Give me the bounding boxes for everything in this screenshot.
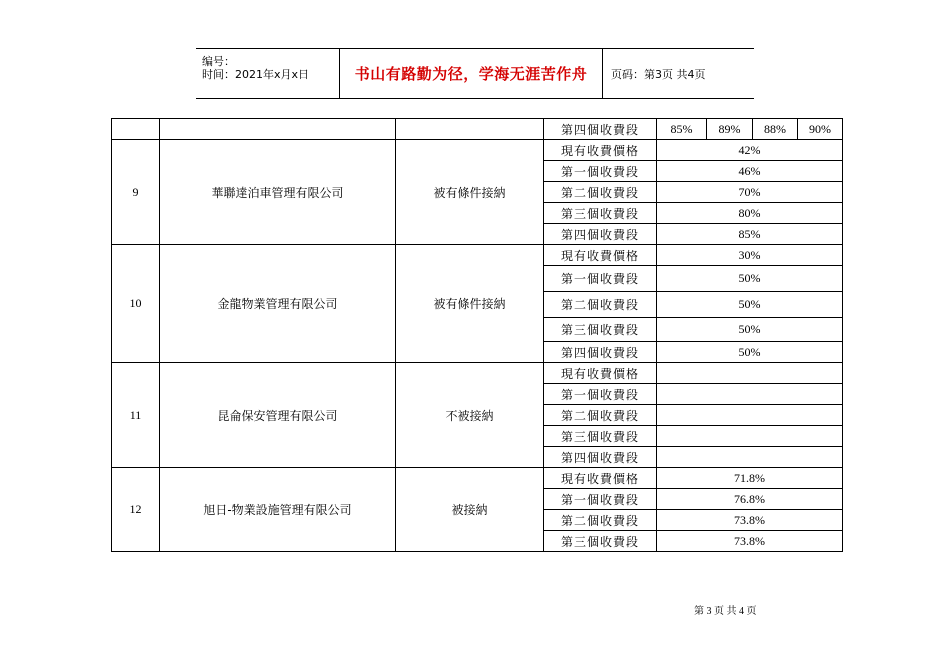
segment-cell: 第一個收費段	[544, 384, 657, 405]
segment-cell: 第二個收費段	[544, 405, 657, 426]
value-cell: 42%	[657, 140, 843, 161]
segment-cell: 第四個收費段	[544, 224, 657, 245]
company-name: 旭日-物業設施管理有限公司	[160, 468, 396, 552]
value-cell: 73.8%	[657, 531, 843, 552]
value-cell	[657, 405, 843, 426]
empty-cell	[112, 119, 160, 140]
percent-cell: 89%	[707, 119, 753, 140]
percent-cell: 88%	[753, 119, 798, 140]
table-row	[112, 119, 843, 140]
segment-cell: 第四個收費段	[544, 342, 657, 363]
company-name: 華聯達泊車管理有限公司	[160, 140, 396, 245]
value-cell: 50%	[657, 318, 843, 342]
code-label: 编号：	[202, 55, 235, 68]
value-cell: 85%	[657, 224, 843, 245]
header-motto-cell	[340, 49, 603, 98]
value-cell	[657, 384, 843, 405]
value-cell: 80%	[657, 203, 843, 224]
segment-cell: 第二個收費段	[544, 510, 657, 531]
segment-cell: 第三個收費段	[544, 203, 657, 224]
row-number: 10	[112, 245, 160, 363]
value-cell: 76.8%	[657, 489, 843, 510]
segment-cell: 現有收費價格	[544, 245, 657, 266]
segment-cell: 第四個收費段	[544, 447, 657, 468]
empty-cell	[396, 119, 544, 140]
segment-cell: 第三個收費段	[544, 531, 657, 552]
table-row	[112, 245, 843, 266]
table-row	[112, 140, 843, 161]
value-cell: 50%	[657, 342, 843, 363]
company-name: 昆侖保安管理有限公司	[160, 363, 396, 468]
segment-cell: 現有收費價格	[544, 468, 657, 489]
segment-cell: 第一個收費段	[544, 489, 657, 510]
header-info-cell	[196, 49, 340, 98]
motto-text: 书山有路勤为径，学海无涯苦作舟	[354, 65, 588, 83]
status-cell: 不被接納	[396, 363, 544, 468]
segment-cell: 第二個收費段	[544, 182, 657, 203]
segment-cell: 現有收費價格	[544, 140, 657, 161]
page-footer: 第 3 页 共 4 页	[694, 606, 757, 617]
value-cell: 73.8%	[657, 510, 843, 531]
table-row	[112, 468, 843, 489]
value-cell: 50%	[657, 266, 843, 292]
segment-cell: 第三個收費段	[544, 318, 657, 342]
status-cell: 被接納	[396, 468, 544, 552]
table-row	[112, 363, 843, 384]
value-cell: 71.8%	[657, 468, 843, 489]
value-cell	[657, 447, 843, 468]
table-body	[112, 119, 843, 552]
percent-cell: 90%	[798, 119, 843, 140]
time-label: 时间：2021年x月x日	[202, 68, 310, 81]
row-number: 11	[112, 363, 160, 468]
value-cell: 70%	[657, 182, 843, 203]
segment-cell: 第二個收費段	[544, 292, 657, 318]
row-number: 12	[112, 468, 160, 552]
value-cell: 30%	[657, 245, 843, 266]
value-cell	[657, 426, 843, 447]
page-code: 页码：第3页 共4页	[611, 67, 706, 81]
company-name: 金龍物業管理有限公司	[160, 245, 396, 363]
header-page-cell	[603, 49, 754, 98]
value-cell: 46%	[657, 161, 843, 182]
empty-cell	[160, 119, 396, 140]
segment-cell: 現有收費價格	[544, 363, 657, 384]
percent-cell: 85%	[657, 119, 707, 140]
status-cell: 被有條件接納	[396, 140, 544, 245]
value-cell	[657, 363, 843, 384]
tender-table	[111, 118, 843, 552]
segment-cell: 第四個收費段	[544, 119, 657, 140]
row-number: 9	[112, 140, 160, 245]
segment-cell: 第一個收費段	[544, 266, 657, 292]
page-header	[196, 48, 754, 99]
segment-cell: 第一個收費段	[544, 161, 657, 182]
segment-cell: 第三個收費段	[544, 426, 657, 447]
status-cell: 被有條件接納	[396, 245, 544, 363]
value-cell: 50%	[657, 292, 843, 318]
